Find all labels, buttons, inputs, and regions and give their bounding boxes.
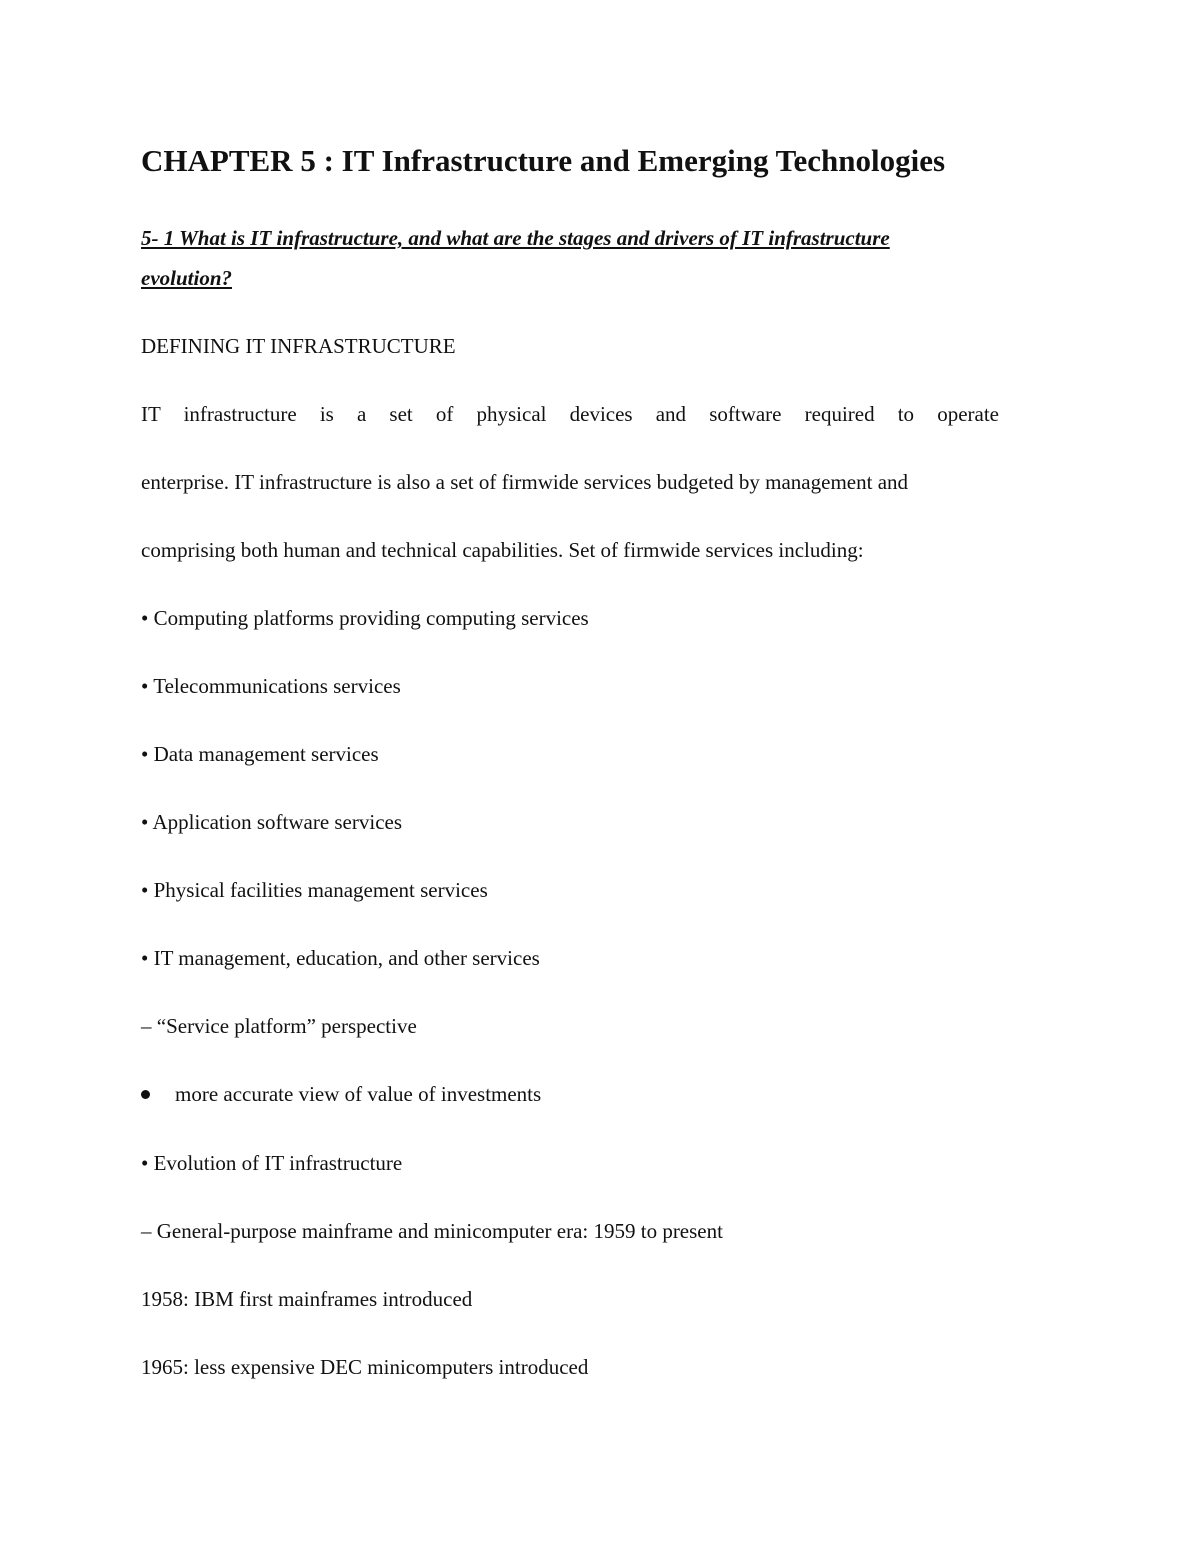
paragraph-line-3: comprising both human and technical capabilities. Set of firmwide services including: (141, 538, 864, 562)
list-item-telecom: • Telecommunications services (141, 674, 401, 698)
list-item-data-management: • Data management services (141, 742, 379, 766)
list-item-computing: • Computing platforms providing computing services (141, 606, 589, 630)
evolution-item: • Evolution of IT infrastructure (141, 1151, 403, 1175)
round-bullet-icon (141, 1090, 150, 1099)
timeline-item: 1965: less expensive DEC minicomputers introduced (141, 1355, 589, 1379)
paragraph-line-1: IT infrastructure is a set of physical devices and software required to operate (141, 402, 999, 426)
chapter-title: CHAPTER 5 : IT Infrastructure and Emerging Technologies (141, 143, 946, 178)
era-item: – General-purpose mainframe and minicomputer era: 1959 to present (141, 1219, 723, 1243)
list-item-it-management: • IT management, education, and other services (141, 946, 540, 970)
section-heading: DEFINING IT INFRASTRUCTURE (141, 334, 456, 358)
service-platform-item: – “Service platform” perspective (141, 1014, 417, 1038)
list-item-physical-facilities: • Physical facilities management services (141, 878, 488, 902)
timeline-item: 1958: IBM first mainframes introduced (141, 1287, 473, 1311)
question-line-2: evolution? (141, 266, 233, 290)
question-line-1: 5- 1 What is IT infrastructure, and what are the stages and drivers of IT infrastructure (141, 226, 890, 250)
investment-view-item: more accurate view of value of investments (175, 1082, 542, 1106)
paragraph-line-2: enterprise. IT infrastructure is also a set of firmwide services budgeted by management and (141, 470, 909, 494)
list-item-application-software: • Application software services (141, 810, 403, 834)
